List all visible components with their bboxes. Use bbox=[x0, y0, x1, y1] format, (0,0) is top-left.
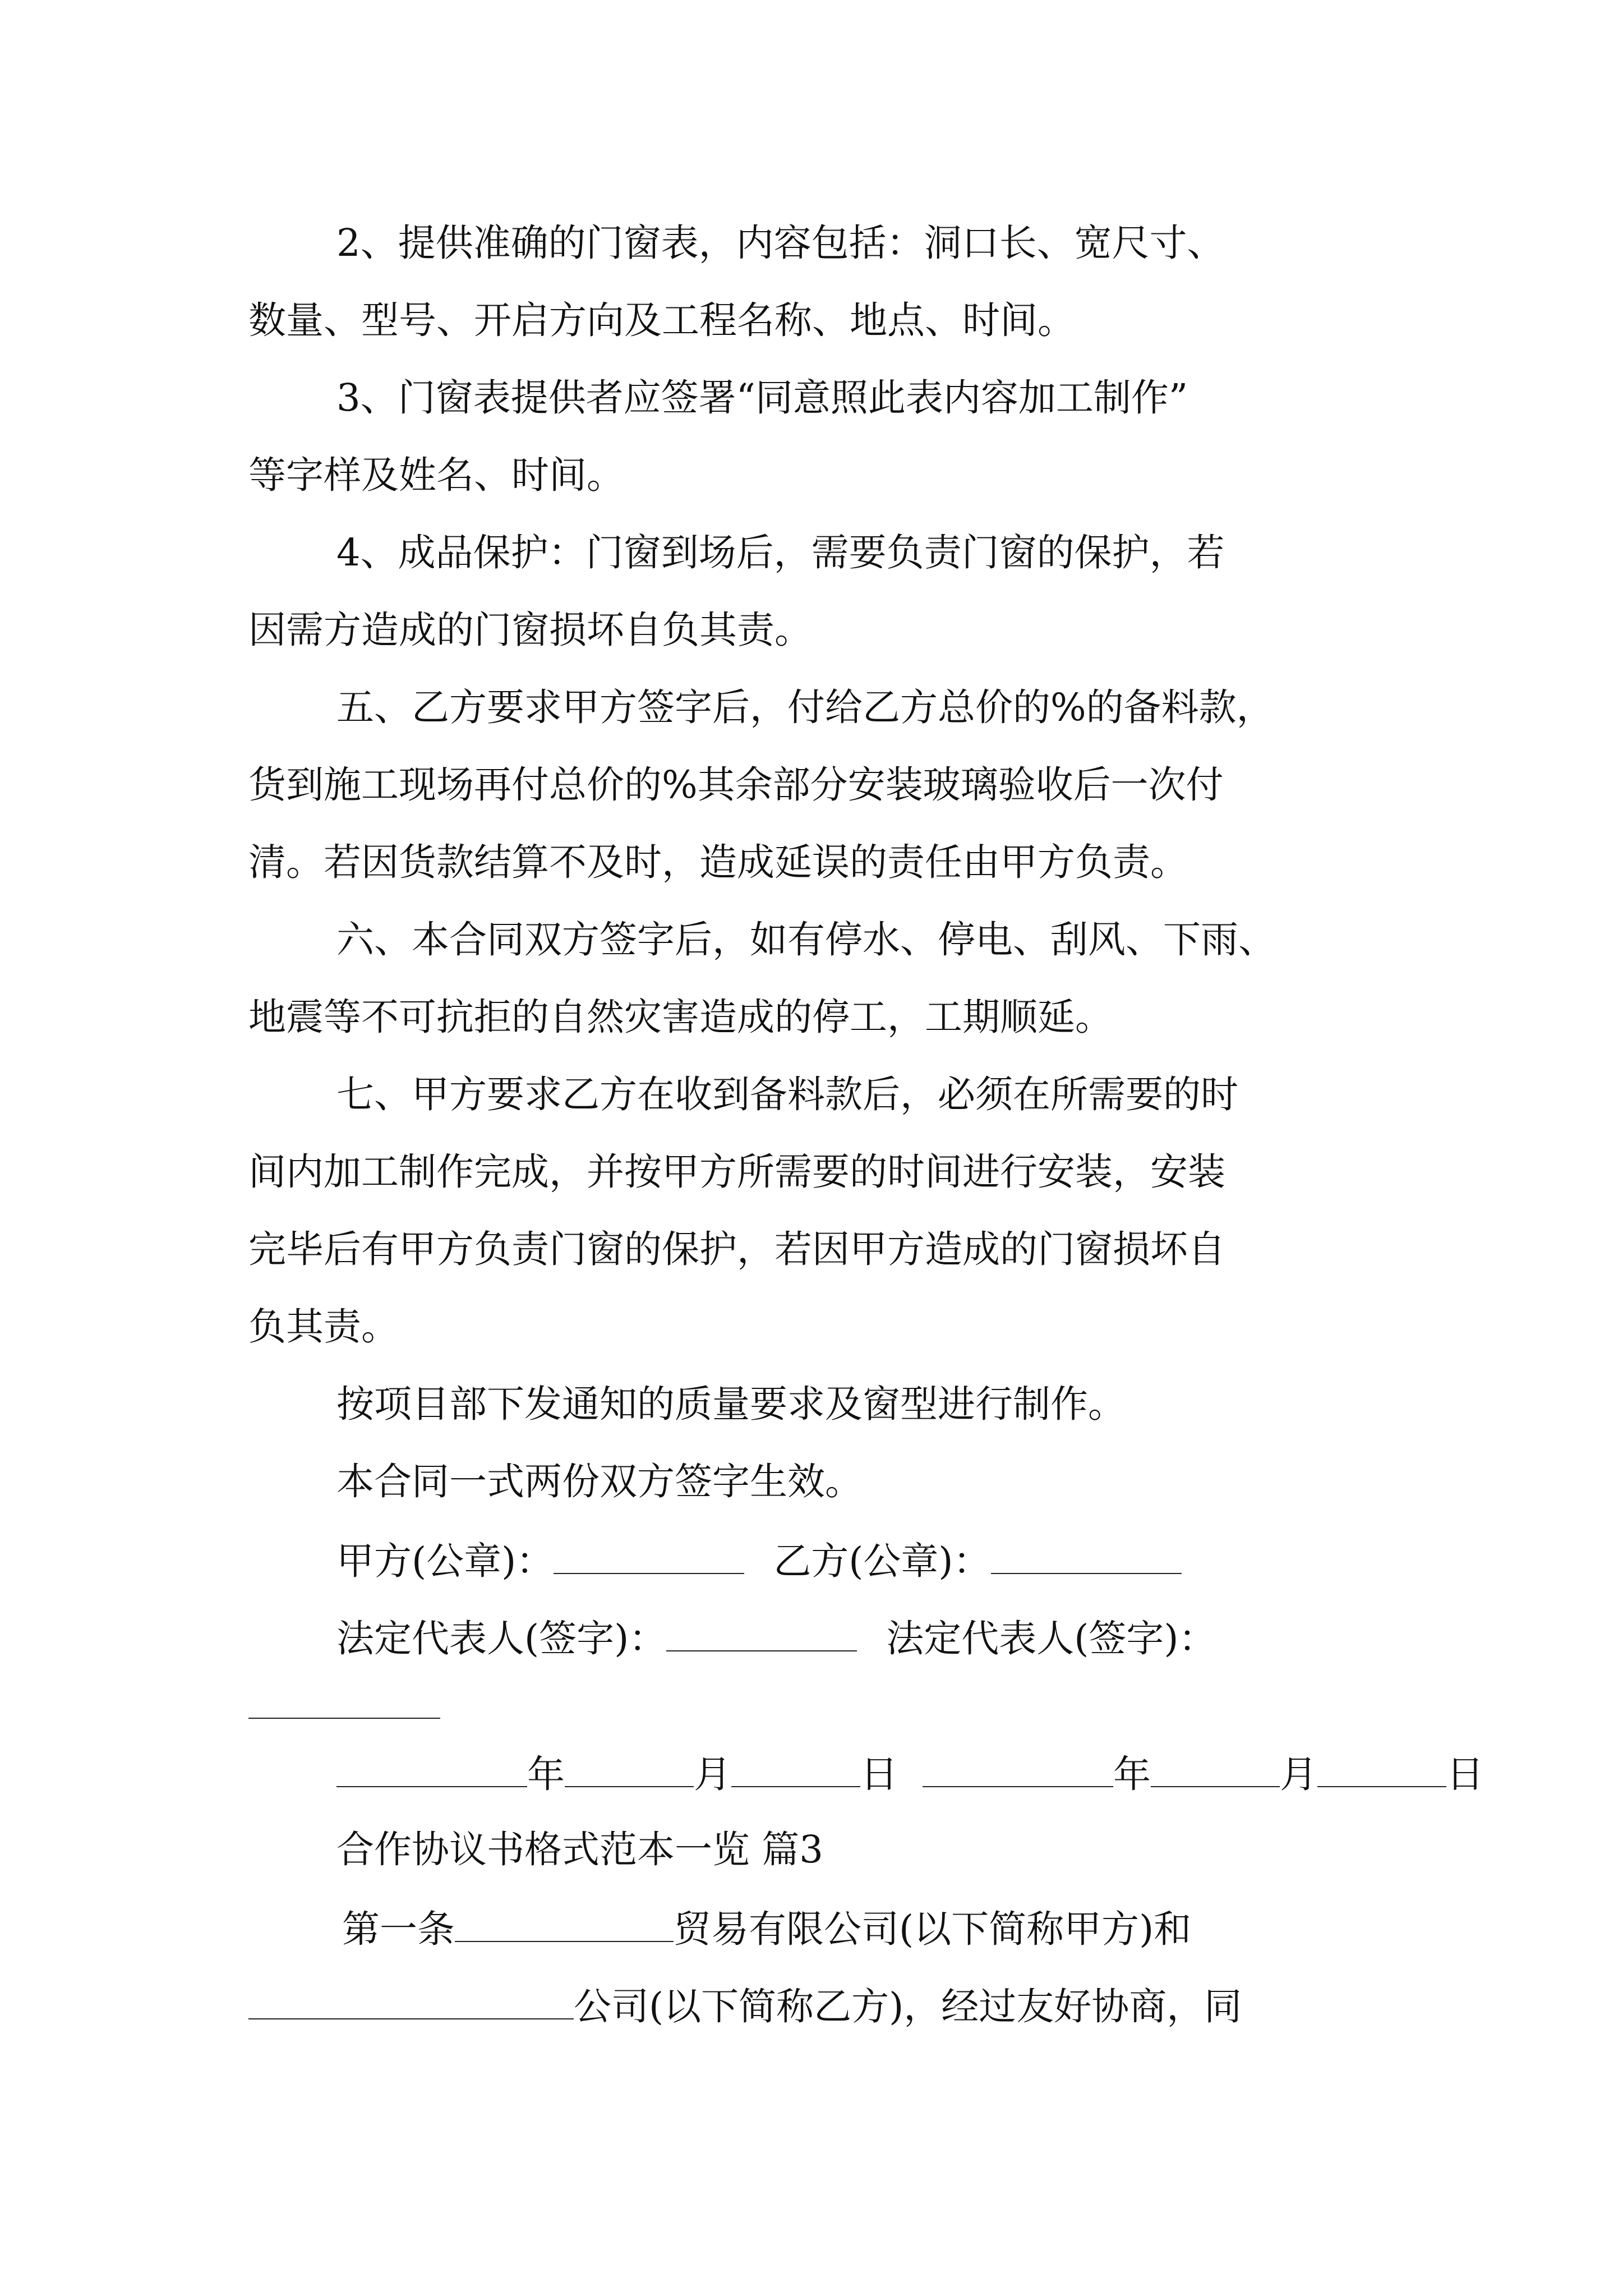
company-a-text: 贸易有限公司(以下简称甲方)和 bbox=[674, 1907, 1192, 1951]
month-label: 月 bbox=[694, 1752, 731, 1796]
party-b-representative-blank bbox=[248, 1718, 440, 1719]
company-b-text: 公司(以下简称乙方)，经过友好协商，同 bbox=[574, 1985, 1242, 2028]
party-a-representative-blank bbox=[666, 1618, 857, 1651]
date-line bbox=[336, 1752, 1484, 1796]
day-blank bbox=[731, 1754, 860, 1787]
year-label: 年 bbox=[527, 1752, 565, 1796]
year-blank bbox=[923, 1754, 1113, 1787]
paragraph-line: 4、成品保护：门窗到场后，需要负责门窗的保护，若 bbox=[336, 531, 1225, 574]
month-blank bbox=[1151, 1754, 1280, 1787]
paragraph-line: 按项目部下发通知的质量要求及窗型进行制作。 bbox=[336, 1382, 1126, 1426]
seal-signature-line bbox=[336, 1539, 1182, 1583]
day-blank bbox=[1317, 1754, 1446, 1787]
month-blank bbox=[565, 1754, 694, 1787]
paragraph-line: 五、乙方要求甲方签字后，付给乙方总价的%的备料款， bbox=[336, 685, 1274, 729]
paragraph-line: 货到施工现场再付总价的%其余部分安装玻璃验收后一次付 bbox=[248, 763, 1224, 807]
company-b-blank bbox=[248, 1986, 574, 2019]
article-label: 第一条 bbox=[342, 1907, 455, 1951]
representative-signature-line bbox=[336, 1618, 1216, 1658]
paragraph-line: 等字样及姓名、时间。 bbox=[248, 453, 624, 497]
party-b-representative-label: 法定代表人(签字)： bbox=[886, 1617, 1216, 1660]
year-label: 年 bbox=[1113, 1752, 1151, 1796]
day-label: 日 bbox=[1446, 1752, 1484, 1796]
paragraph-line: 六、本合同双方签字后，如有停水、停电、刮风、下雨、 bbox=[336, 918, 1276, 961]
article-line bbox=[342, 1907, 1192, 1951]
paragraph-line: 因需方造成的门窗损坏自负其责。 bbox=[248, 608, 812, 652]
paragraph-line: 七、甲方要求乙方在收到备料款后，必须在所需要的时 bbox=[336, 1073, 1238, 1116]
party-a-representative-label: 法定代表人(签字)： bbox=[336, 1617, 667, 1660]
article-line bbox=[248, 1986, 1242, 2026]
party-b-seal-label: 乙方(公章)： bbox=[773, 1539, 991, 1583]
year-blank bbox=[336, 1754, 527, 1787]
paragraph-line: 2、提供准确的门窗表，内容包括：洞口长、宽尺寸、 bbox=[336, 221, 1225, 265]
section-title: 合作协议书格式范本一览 篇3 bbox=[336, 1828, 823, 1871]
paragraph-line: 地震等不可抗拒的自然灾害造成的停工，工期顺延。 bbox=[248, 995, 1113, 1039]
paragraph-line: 本合同一式两份双方签字生效。 bbox=[336, 1460, 863, 1503]
day-label: 日 bbox=[860, 1752, 898, 1796]
party-a-seal-label: 甲方(公章)： bbox=[336, 1539, 554, 1583]
paragraph-line: 间内加工制作完成，并按甲方所需要的时间进行安装，安装 bbox=[248, 1150, 1225, 1194]
paragraph-line: 完毕后有甲方负责门窗的保护，若因甲方造成的门窗损坏自 bbox=[248, 1227, 1225, 1271]
paragraph-line: 负其责。 bbox=[248, 1305, 399, 1349]
paragraph-line: 清。若因货款结算不及时，造成延误的责任由甲方负责。 bbox=[248, 840, 1188, 884]
month-label: 月 bbox=[1280, 1752, 1317, 1796]
party-a-seal-blank bbox=[554, 1540, 744, 1574]
company-a-blank bbox=[455, 1908, 674, 1942]
paragraph-line: 数量、型号、开启方向及工程名称、地点、时间。 bbox=[248, 298, 1075, 342]
paragraph-line: 3、门窗表提供者应签署“同意照此表内容加工制作” bbox=[336, 376, 1188, 420]
party-b-seal-blank bbox=[991, 1540, 1182, 1574]
